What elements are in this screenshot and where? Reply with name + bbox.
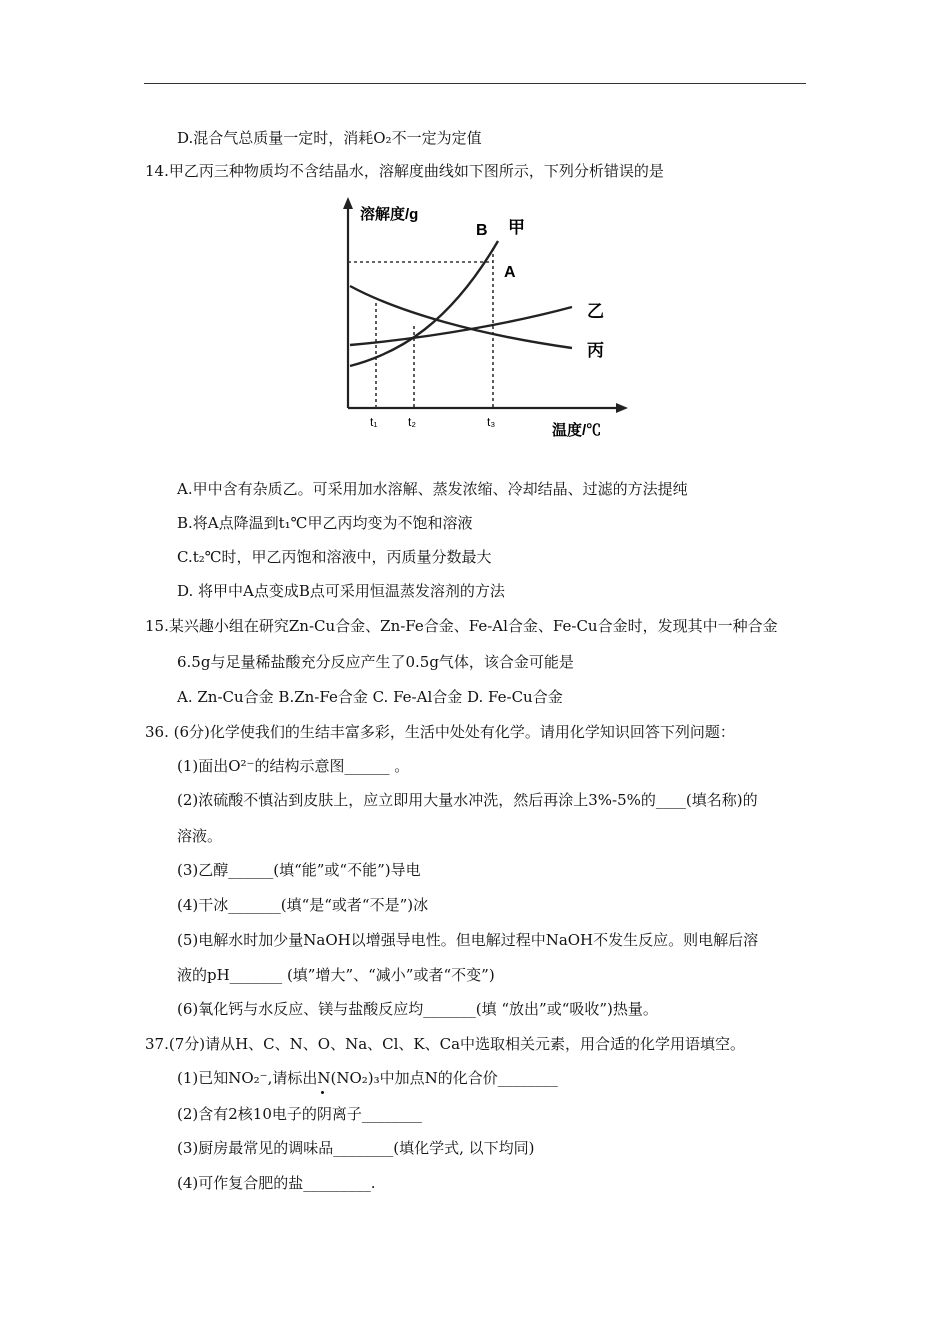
solubility-chart-svg: [330, 193, 630, 443]
q37-item-4: (4)可作复合肥的盐_________.: [177, 1174, 376, 1192]
tick-label-t3: t₃: [487, 415, 496, 429]
q14-option-b: B.将A点降温到t₁℃甲乙丙均变为不饱和溶液: [177, 514, 473, 532]
q14-option-a: A.甲中含有杂质乙。可采用加水溶解、蒸发浓缩、冷却结晶、过滤的方法提纯: [177, 480, 688, 498]
x-axis-arrow: [616, 403, 628, 413]
q36-item-2-cont: 溶液。: [177, 827, 223, 845]
q14-option-d: D. 将甲中A点变成B点可采用恒温蒸发溶剂的方法: [177, 582, 505, 600]
q37-item-1: [177, 1068, 558, 1088]
q36-item-6: (6)氧化钙与水反应、镁与盐酸反应均_______(填 “放出”或“吸收”)热量。: [177, 1000, 658, 1018]
q13-option-d: D.混合气总质量一定时，消耗O₂不一定为定值: [177, 129, 482, 147]
y-axis-label: 溶解度/g: [360, 206, 419, 223]
q36-stem: 36. (6分)化学使我们的生结丰富多彩，生活中处处有化学。请用化学知识回答下列问题：: [145, 723, 735, 741]
series-label-bing: 丙: [587, 341, 604, 360]
q37-stem: 37.(7分)请从H、C、N、O、Na、Cl、K、Ca中选取相关元素，用合适的化学用语填空。: [145, 1035, 746, 1053]
curve-jia: [350, 241, 498, 366]
point-label-b: B: [476, 222, 488, 239]
q36-item-1: (1)面出O²⁻的结构示意图______ 。: [177, 757, 410, 775]
q36-item-5-cont: 液的pH_______ (填”增大”、“减小”或者“不变”): [177, 966, 495, 984]
q15-stem-cont: 6.5g与足量稀盐酸充分反应产生了0.5g气体，该合金可能是: [177, 653, 574, 671]
q36-item-2: (2)浓硫酸不慎沾到皮肤上，应立即用大量水冲洗，然后再涂上3%-5%的____(填名称)的: [177, 791, 758, 809]
q15-options: A. Zn-Cu合金 B.Zn-Fe合金 C. Fe-Al合金 D. Fe-Cu合金: [177, 688, 563, 706]
tick-label-t1: t₁: [370, 415, 378, 429]
q36-item-4: (4)干冰_______(填“是“或者“不是”)冰: [177, 896, 429, 914]
q37-item-3: (3)厨房最常见的调味品________(填化学式, 以下均同): [177, 1139, 535, 1157]
q37-item-1-prefix: (1)已知NO₂⁻,请标出: [177, 1069, 318, 1087]
q14-stem: 14.甲乙丙三种物质均不含结晶水，溶解度曲线如下图所示，下列分析错误的是: [145, 162, 664, 180]
header-rule: [144, 83, 806, 84]
series-label-yi: 乙: [587, 302, 604, 321]
q14-option-c: C.t₂℃时，甲乙丙饱和溶液中，丙质量分数最大: [177, 548, 492, 566]
series-label-jia: 甲: [508, 218, 525, 237]
dotted-n: N: [317, 1069, 331, 1087]
q37-item-1-suffix: (NO₂)₃中加点N的化合价________: [330, 1069, 558, 1087]
x-axis-label: 温度/℃: [552, 422, 602, 439]
y-axis-arrow: [343, 197, 353, 209]
point-label-a: A: [504, 264, 516, 281]
q37-item-2: (2)含有2核10电子的阴离子________: [177, 1105, 422, 1123]
q15-stem: 15.某兴趣小组在研究Zn-Cu合金、Zn-Fe合金、Fe-Al合金、Fe-Cu合金时，发现其中一种合金: [145, 617, 778, 635]
solubility-chart: [330, 193, 630, 443]
tick-label-t2: t₂: [408, 415, 416, 429]
q36-item-5: (5)电解水时加少量NaOH以增强导电性。但电解过程中NaOH不发生反应。则电解后溶: [177, 931, 759, 949]
q36-item-3: (3)乙醇______(填“能”或“不能”)导电: [177, 861, 421, 879]
